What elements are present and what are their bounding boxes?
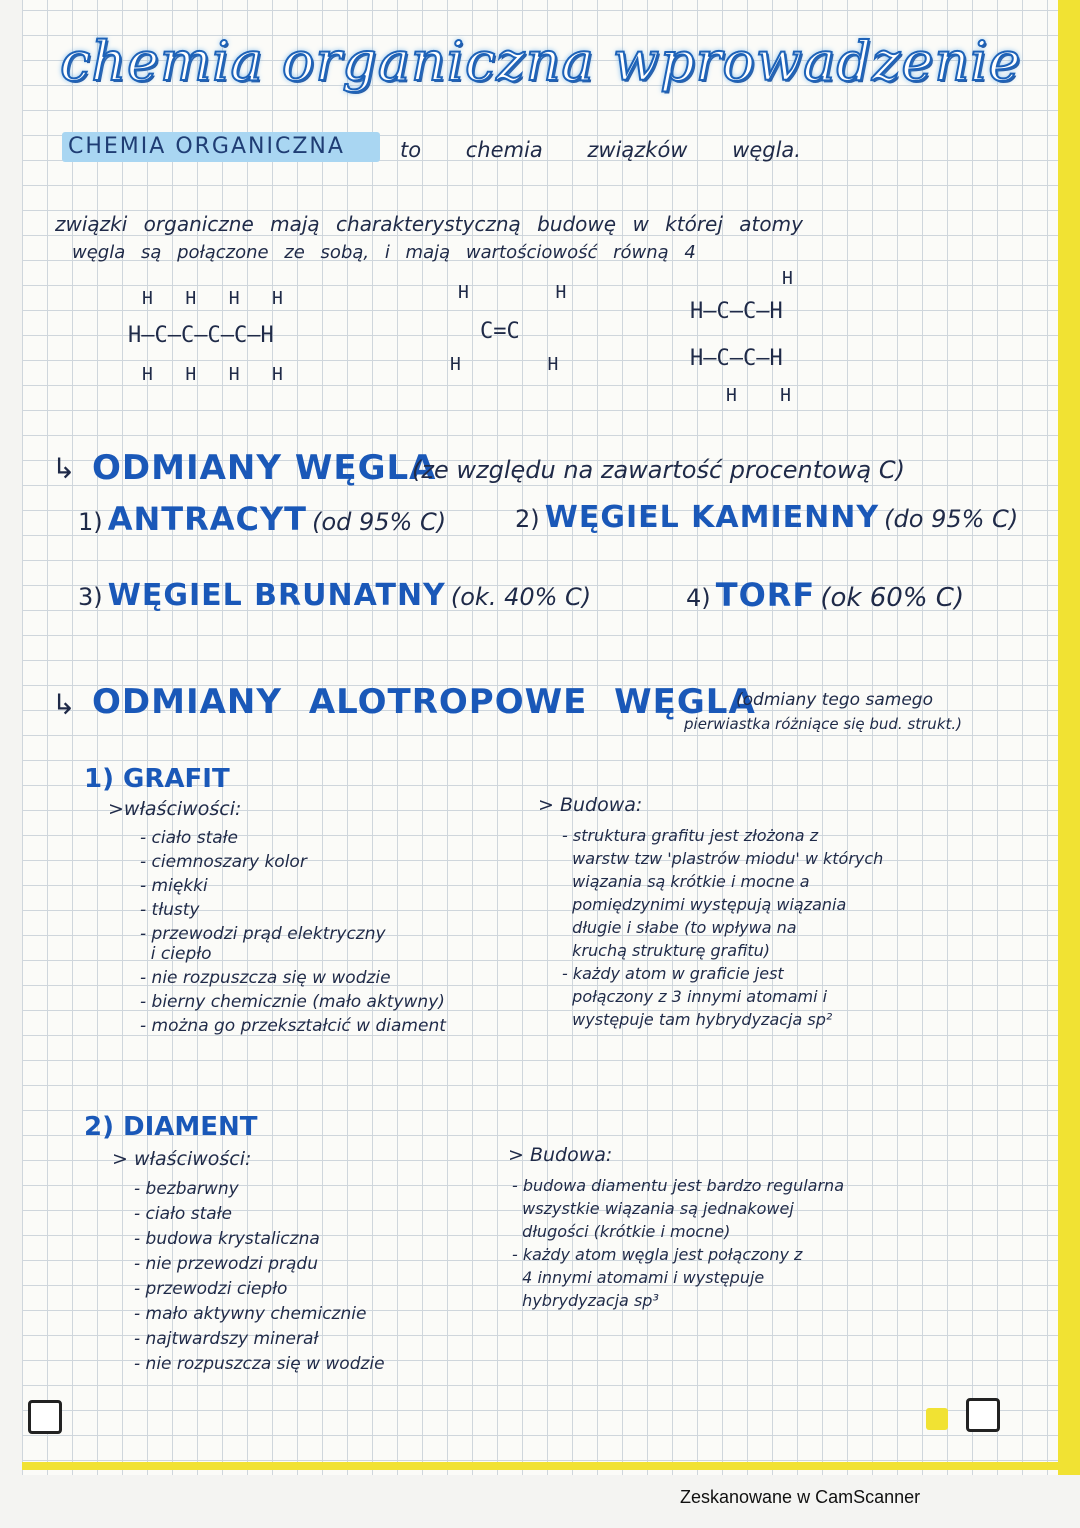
grafit-props-list bbox=[140, 828, 446, 1036]
list-item: - nie rozpuszcza się w wodzie bbox=[140, 968, 391, 988]
ethene-top-h: H H bbox=[458, 282, 567, 303]
arrow-icon: ↳ bbox=[52, 688, 76, 721]
odmiana-4-detail: (ok 60% C) bbox=[820, 583, 965, 613]
list-item: wiązania są krótkie i mocne a bbox=[562, 872, 810, 891]
list-item: - mało aktywny chemicznie bbox=[134, 1304, 367, 1324]
odmiana-3-num: 3) bbox=[78, 583, 103, 611]
ethene-formula bbox=[450, 282, 566, 375]
list-item: wszystkie wiązania są jednakowej bbox=[512, 1199, 794, 1218]
list-item: - ciało stałe bbox=[134, 1204, 232, 1224]
intro-line-1: związki organiczne mają charakterystyczną budowę w której atomy bbox=[55, 212, 803, 236]
notebook-badge-right-icon bbox=[966, 1398, 1000, 1432]
odmiana-4-num: 4) bbox=[686, 584, 711, 612]
list-item: - miękki bbox=[140, 876, 208, 896]
list-item: - każdy atom węgla jest połączony z bbox=[512, 1245, 803, 1264]
alotropowe-note-2: pierwiastka różniące się bud. strukt.) bbox=[684, 715, 963, 733]
definition-label: CHEMIA ORGANICZNA bbox=[68, 134, 345, 159]
list-item: 4 innymi atomami i występuje bbox=[512, 1268, 765, 1287]
odmiana-4-name: TORF bbox=[715, 576, 816, 614]
cyclobutane-top-h: H bbox=[782, 268, 793, 289]
odmiana-2 bbox=[515, 500, 1018, 535]
diament-props-list bbox=[134, 1178, 385, 1375]
list-item: - nie przewodzi prądu bbox=[134, 1254, 318, 1274]
grafit-budowa-label: > Budowa: bbox=[538, 794, 643, 816]
odmiany-note: (ze względu na zawartość procentową C) bbox=[412, 456, 905, 484]
list-item: - nie rozpuszcza się w wodzie bbox=[134, 1354, 385, 1374]
list-item: - bezbarwny bbox=[134, 1179, 239, 1199]
list-item: długości (krótkie i mocne) bbox=[512, 1222, 731, 1241]
odmiana-3 bbox=[78, 578, 591, 613]
list-item: - ciemnoszary kolor bbox=[140, 852, 307, 872]
butane-bottom-h: H H H H bbox=[142, 364, 283, 385]
list-item: długie i słabe (to wpływa na bbox=[562, 918, 797, 937]
cyclobutane-bottom-h: H H bbox=[726, 385, 792, 406]
list-item: warstw tzw 'plastrów miodu' w których bbox=[562, 849, 884, 868]
list-item: hybrydyzacja sp³ bbox=[512, 1291, 659, 1310]
diament-props-label: > właściwości: bbox=[112, 1148, 252, 1170]
odmiana-1-name: ANTRACYT bbox=[107, 500, 307, 538]
scanner-watermark: Zeskanowane w CamScanner bbox=[680, 1487, 921, 1507]
list-item: - ciało stałe bbox=[140, 828, 238, 848]
odmiana-1 bbox=[78, 500, 446, 538]
page-title bbox=[60, 30, 1021, 93]
list-item: - przewodzi ciepło bbox=[134, 1279, 288, 1299]
grafit-title: 1) GRAFIT bbox=[84, 764, 230, 794]
grafit-props-label: >właściwości: bbox=[108, 798, 242, 820]
list-item: - przewodzi prąd elektryczny bbox=[140, 924, 386, 944]
diament-budowa-label: > Budowa: bbox=[508, 1144, 613, 1166]
list-item: pomiędzynimi występują wiązania bbox=[562, 895, 847, 914]
yellow-tab bbox=[926, 1408, 948, 1430]
list-item: i ciepło bbox=[140, 944, 212, 964]
grafit-budowa-list bbox=[562, 824, 883, 1031]
list-item: - budowa krystaliczna bbox=[134, 1229, 320, 1249]
list-item: kruchą strukturę grafitu) bbox=[562, 941, 771, 960]
arrow-icon: ↳ bbox=[52, 452, 76, 485]
cyclobutane-formula bbox=[690, 268, 793, 406]
odmiana-3-detail: (ok. 40% C) bbox=[450, 583, 592, 611]
odmiana-4 bbox=[686, 576, 964, 614]
diament-title: 2) DIAMENT bbox=[84, 1112, 258, 1142]
odmiana-2-detail: (do 95% C) bbox=[884, 505, 1019, 533]
odmiany-heading: ODMIANY WĘGLA bbox=[92, 448, 437, 488]
odmiana-1-num: 1) bbox=[78, 508, 103, 536]
list-item: połączony z 3 innymi atomami i bbox=[562, 987, 828, 1006]
notebook-bottom-edge bbox=[22, 1462, 1058, 1470]
title-word-organiczna: organiczna bbox=[281, 30, 595, 93]
ethene-bottom-h: H H bbox=[450, 354, 559, 375]
alotropowe-heading: ODMIANY ALOTROPOWE WĘGLA bbox=[92, 682, 756, 722]
list-item: - można go przekształcić w diament bbox=[140, 1016, 446, 1036]
list-item: - budowa diamentu jest bardzo regularna bbox=[512, 1176, 844, 1195]
title-word-wprowadzenie: wprowadzenie bbox=[612, 30, 1022, 93]
odmiana-3-name: WĘGIEL BRUNATNY bbox=[107, 578, 446, 613]
alotropowe-note-1: (odmiany tego samego bbox=[736, 690, 933, 710]
list-item: - struktura grafitu jest złożona z bbox=[562, 826, 819, 845]
cyclobutane-row-1: H—C—C—H bbox=[690, 299, 783, 324]
definition-text: to chemia związków węgla. bbox=[400, 138, 801, 162]
butane-formula bbox=[128, 288, 283, 385]
notebook-edge bbox=[1058, 0, 1080, 1475]
list-item: - tłusty bbox=[140, 900, 200, 920]
odmiana-2-num: 2) bbox=[515, 505, 540, 533]
title-word-chemia: chemia bbox=[60, 30, 264, 93]
butane-top-h: H H H H bbox=[142, 288, 283, 309]
ethene-double-bond: C=C bbox=[480, 319, 520, 344]
cyclobutane-row-2: H—C—C—H bbox=[690, 346, 783, 371]
odmiana-2-name: WĘGIEL KAMIENNY bbox=[544, 500, 880, 535]
list-item: - każdy atom w graficie jest bbox=[562, 964, 784, 983]
list-item: występuje tam hybrydyzacja sp² bbox=[562, 1010, 833, 1029]
diament-budowa-list bbox=[512, 1174, 844, 1312]
notebook-badge-left-icon bbox=[28, 1400, 62, 1434]
list-item: - najtwardszy minerał bbox=[134, 1329, 319, 1349]
list-item: - bierny chemicznie (mało aktywny) bbox=[140, 992, 445, 1012]
intro-line-2: węgla są połączone ze sobą, i mają wartościowość równą 4 bbox=[72, 242, 696, 263]
odmiana-1-detail: (od 95% C) bbox=[312, 508, 447, 536]
butane-chain: H—C—C—C—C—H bbox=[128, 323, 274, 348]
